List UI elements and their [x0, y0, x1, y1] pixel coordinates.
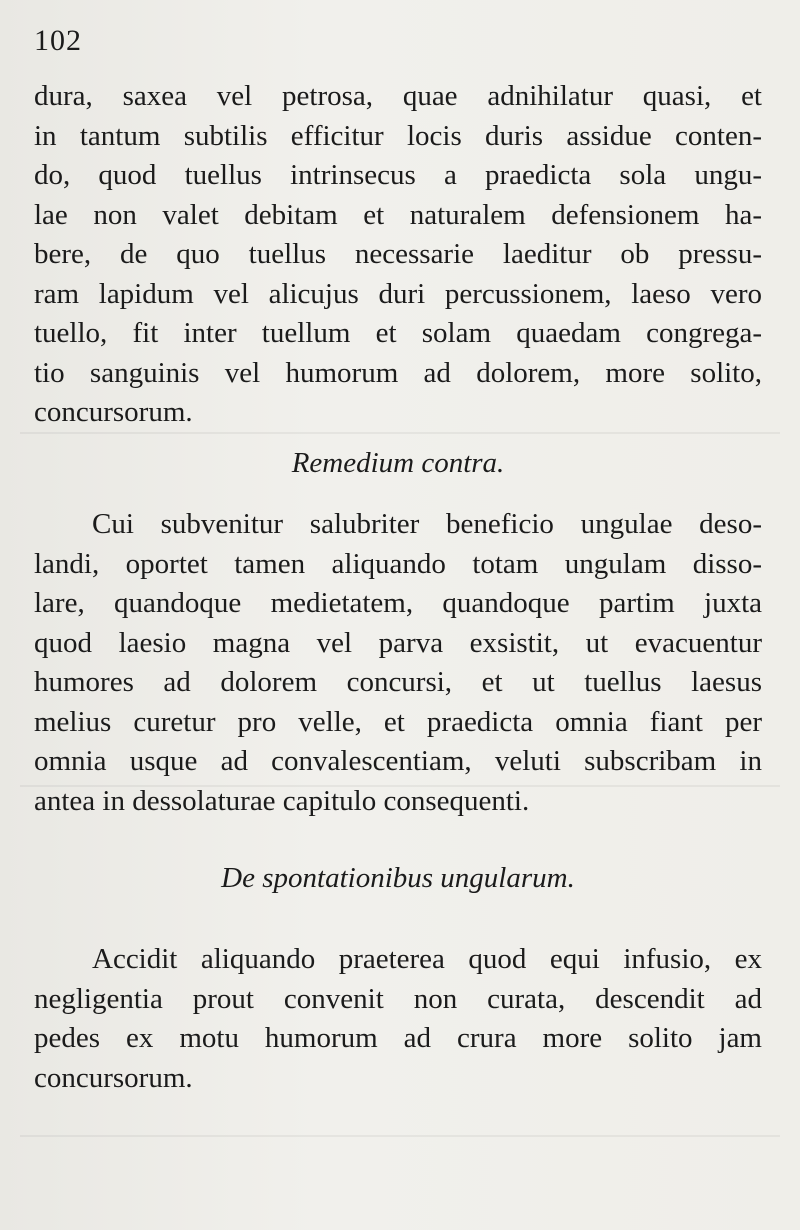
- text-line: melius curetur pro velle, et praedicta omnia fiant per: [34, 705, 762, 738]
- text-line: tuello, fit inter tuellum et solam quaedam congrega-: [34, 317, 762, 349]
- section-heading: De spontationibus ungularum.: [221, 862, 575, 894]
- page-number: 102: [34, 24, 82, 57]
- text-line: landi, oportet tamen aliquando totam ungulam disso-: [34, 547, 762, 580]
- text-line: ram lapidum vel alicujus duri percussionem, laeso vero: [34, 277, 762, 310]
- paragraph-1: [34, 77, 762, 433]
- text-line: concursorum.: [34, 396, 193, 428]
- text-line: quod laesio magna vel parva exsistit, ut evacuentur: [34, 626, 762, 659]
- text-line: bere, de quo tuellus necessarie laeditur ob pressu-: [34, 238, 762, 270]
- section-heading: Remedium contra.: [291, 447, 505, 479]
- bleed-through-shadow: [20, 1135, 780, 1137]
- paragraph-3: [34, 940, 762, 1098]
- text-line: antea in dessolaturae capitulo consequenti.: [34, 784, 530, 817]
- text-line: tio sanguinis vel humorum ad dolorem, more solito,: [34, 356, 762, 389]
- text-line: Cui subvenitur salubriter beneficio ungulae deso-: [92, 508, 762, 540]
- text-line: humores ad dolorem concursi, et ut tuellus laesus: [34, 666, 762, 698]
- text-line: in tantum subtilis efficitur locis duris assidue conten-: [34, 119, 762, 152]
- text-line: pedes ex motu humorum ad crura more solito jam: [34, 1022, 762, 1054]
- paragraph-2: [34, 505, 762, 821]
- text-line: lae non valet debitam et naturalem defensionem ha-: [34, 198, 762, 231]
- text-line: omnia usque ad convalescentiam, veluti subscribam in: [34, 745, 762, 777]
- text-line: negligentia prout convenit non curata, descendit ad: [34, 982, 762, 1015]
- text-line: lare, quandoque medietatem, quandoque partim juxta: [34, 587, 762, 619]
- text-line: do, quod tuellus intrinsecus a praedicta sola ungu-: [34, 159, 762, 191]
- text-line: concursorum.: [34, 1061, 193, 1094]
- text-line: dura, saxea vel petrosa, quae adnihilatur quasi, et: [34, 80, 762, 112]
- text-line: Accidit aliquando praeterea quod equi infusio, ex: [92, 943, 762, 975]
